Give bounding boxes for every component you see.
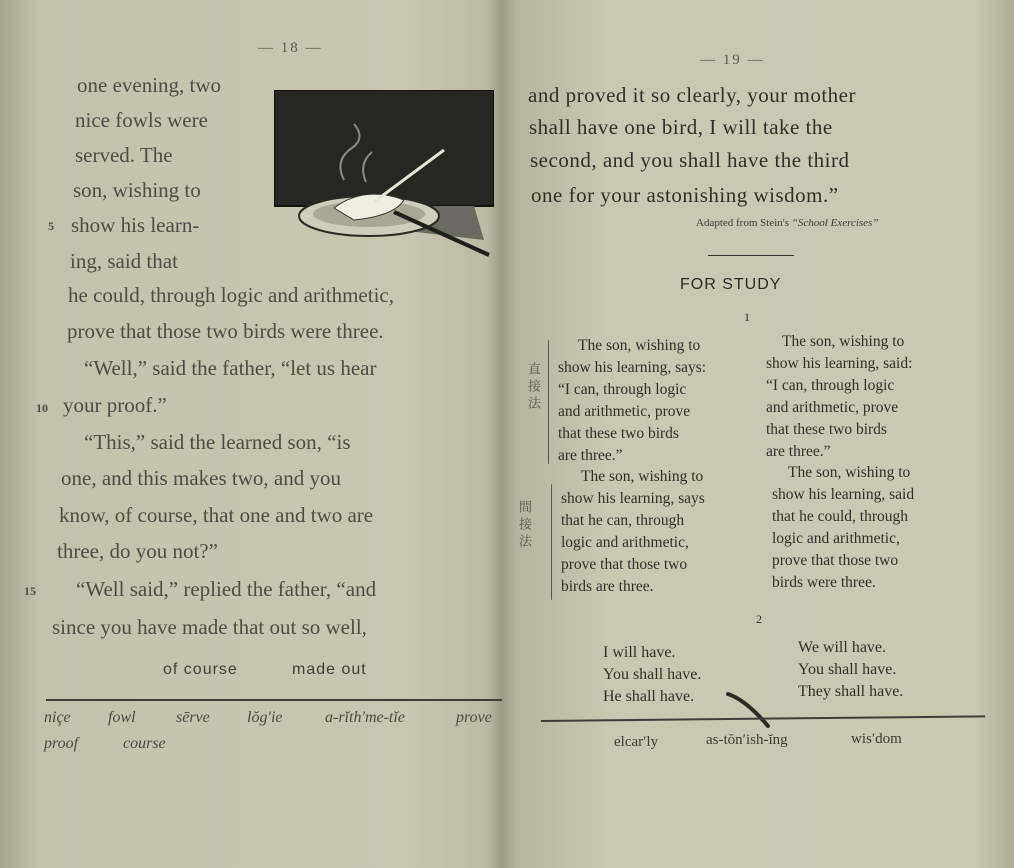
study-line: show his learning, said xyxy=(772,486,915,503)
vocabulary-word: wis′dom xyxy=(851,731,902,747)
modal-column-left xyxy=(603,641,701,707)
vocabulary-word: sērve xyxy=(176,709,210,726)
study-line: The son, wishing to xyxy=(788,464,911,481)
text-line: your proof.” xyxy=(63,393,167,417)
study-line: that these two birds xyxy=(766,421,887,438)
text-line: “Well,” said the father, “let us hear xyxy=(84,356,377,380)
modal-column-right xyxy=(798,636,903,702)
study-line: show his learning, says: xyxy=(558,359,707,376)
vocabulary-word: proof xyxy=(44,735,79,752)
study-line: prove that those two xyxy=(772,552,899,569)
text-line: “This,” said the learned son, “is xyxy=(84,430,351,454)
text-line: show his learn- xyxy=(71,213,200,237)
divider xyxy=(708,255,794,256)
line-number: 15 xyxy=(24,584,36,598)
vocabulary-word: as-tŏn′ish-ĭng xyxy=(706,732,788,748)
bracket xyxy=(548,340,549,464)
vocabulary-word: niçe xyxy=(44,709,71,726)
text-line: “Well said,” replied the father, “and xyxy=(76,577,377,601)
credit-prefix: Adapted from Stein's xyxy=(696,217,790,229)
study-line: are three.” xyxy=(558,447,623,464)
text-line: since you have made that out so well, xyxy=(52,615,367,639)
study-line: show his learning, said: xyxy=(766,355,913,372)
text-line: three, do you not?” xyxy=(57,539,218,563)
study-line: The son, wishing to xyxy=(782,333,905,350)
bracket xyxy=(551,484,552,600)
text-line: one, and this makes two, and you xyxy=(61,466,341,490)
study-line: They shall have. xyxy=(798,683,904,700)
text-line: know, of course, that one and two are xyxy=(59,503,374,527)
left-page xyxy=(0,0,506,868)
study-column-direct xyxy=(558,335,706,467)
study-line: prove that those two xyxy=(561,556,688,573)
exercise-number: 2 xyxy=(756,612,762,626)
study-line: birds were three. xyxy=(772,574,876,591)
study-line: that he could, through xyxy=(772,508,909,525)
text-line: son, wishing to xyxy=(73,178,201,202)
study-line: and arithmetic, prove xyxy=(766,399,899,416)
vocabulary-word: prove xyxy=(456,709,492,726)
study-line: “I can, through logic xyxy=(766,377,895,394)
study-column-direct-past xyxy=(766,331,912,463)
study-line: You shall have. xyxy=(798,661,897,678)
study-line: I will have. xyxy=(603,644,676,661)
page-number: — 19 — xyxy=(700,52,765,68)
source-credit xyxy=(696,217,878,229)
margin-note: 間接法 xyxy=(517,500,532,551)
line-number: 10 xyxy=(36,401,48,415)
study-line: show his learning, says xyxy=(561,490,705,507)
text-line: prove that those two birds were three. xyxy=(67,319,384,343)
study-line: are three.” xyxy=(766,443,831,460)
study-line: that he can, through xyxy=(561,512,685,529)
study-line: logic and arithmetic, xyxy=(561,534,689,551)
study-line: “I can, through logic xyxy=(558,381,687,398)
study-column-indirect xyxy=(561,466,705,598)
vocabulary-word: lŏg′ie xyxy=(247,709,283,726)
text-line: second, and you shall have the third xyxy=(530,148,850,172)
text-line: one for your astonishing wisdom.” xyxy=(531,183,839,207)
vocabulary-word: course xyxy=(123,735,166,752)
study-line: The son, wishing to xyxy=(581,468,704,485)
study-line: logic and arithmetic, xyxy=(772,530,900,547)
page-number: — 18 — xyxy=(258,40,323,56)
vocabulary-word: elcar′ly xyxy=(614,734,659,750)
ink-stroke xyxy=(724,690,774,730)
text-line: nice fowls were xyxy=(75,108,208,132)
text-line: one evening, two xyxy=(77,73,222,97)
study-line: and arithmetic, prove xyxy=(558,403,691,420)
study-line: He shall have. xyxy=(603,688,695,705)
study-line: that these two birds xyxy=(558,425,679,442)
section-heading: FOR STUDY xyxy=(680,276,782,293)
study-line: birds are three. xyxy=(561,578,654,595)
vocabulary-word: fowl xyxy=(108,709,136,726)
text-line: served. The xyxy=(75,143,173,167)
line-number: 5 xyxy=(48,219,54,233)
text-line: and proved it so clearly, your mother xyxy=(528,83,856,107)
divider xyxy=(46,699,502,701)
exercise-number: 1 xyxy=(744,310,750,324)
study-line: The son, wishing to xyxy=(578,337,701,354)
vocabulary-word: a-rĭth′me-tĭe xyxy=(325,709,405,726)
margin-note: 直接法 xyxy=(526,362,541,413)
study-line: You shall have. xyxy=(603,666,702,683)
study-line: We will have. xyxy=(798,639,887,656)
text-line: he could, through logic and arithmetic, xyxy=(68,283,394,307)
roast-fowl-illustration xyxy=(274,90,494,260)
phrase: made out xyxy=(292,661,367,678)
study-column-indirect-past xyxy=(772,462,914,594)
text-line: shall have one bird, I will take the xyxy=(529,115,833,139)
text-line: ing, said that xyxy=(70,249,178,273)
credit-title: “School Exercises” xyxy=(791,217,879,229)
phrase: of course xyxy=(163,661,238,678)
